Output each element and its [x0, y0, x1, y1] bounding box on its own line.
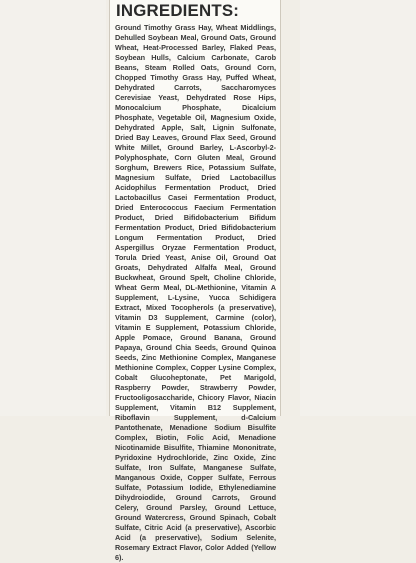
ingredients-heading: INGREDIENTS:: [116, 2, 240, 20]
ingredients-list: Ground Timothy Grass Hay, Wheat Middlings, Dehulled Soybean Meal, Ground Oats, Ground Wheat, Heat-Processed Barley, Flaked Peas, Soybean Hulls, Calcium Carbonate, Carob Beans, Steam Rolled Oats, Ground Corn, Chopped Timothy Grass Hay, Puffed Wheat, Dehydrated Carrots, Saccharomyces Cerevisiae Yeast, Dehydrated Rose Hips, Monocalcium Phosphate, Dicalcium Phosphate, Vegetable Oil, Magnesium Oxide, Dehydrated Apple, Salt, Lignin Sulfonate, Dried Bay Leaves, Ground Flax Seed, Ground White Millet, Ground Barley, L-Ascorbyl-2-Polyphosphate, Corn Gluten Meal, Ground Sorghum, Brewers Rice, Potassium Sulfate, Magnesium Sulfate, Dried Lactobacillus Acidophilus Fermentation Product, Dried Lactobacillus Casei Fermentation Product, Dried Enterococcus Faecium Fermentation Product, Dried Bifidobacterium Bifidum Fermentation Product, Dried Bifidobacterium Longum Fermentation Product, Dried Aspergillus Oryzae Fermentation Product, Torula Dried Yeast, Anise Oil, Ground Oat Groats, Dehydrated Alfalfa Meal, Ground Buckwheat, Ground Spelt, Choline Chloride, Wheat Germ Meal, DL-Methionine, Vitamin A Supplement, L-Lysine, Yucca Schidigera Extract, Mixed Tocopherols (a preservative), Vitamin D3 Supplement, Carmine (color), Vitamin E Supplement, Potassium Chloride, Apple Pomace, Ground Banana, Ground Papaya, Ground Chia Seeds, Ground Quinoa Seeds, Zinc Methionine Complex, Manganese Methionine Complex, Copper Lysine Complex, Cobalt Glucoheptonate, Pet Marigold, Raspberry Powder, Strawberry Powder, Fructooligosaccharide, Chicory Flavor, Niacin Supplement, Vitamin B12 Supplement, Riboflavin Supplement, d-Calcium Pantothenate, Menadione Sodium Bisulfite Complex, Biotin, Folic Acid, Menadione Nicotinamide Bisulfite, Thiamine Mononitrate, Pyridoxine Hydrochloride, Zinc Oxide, Zinc Sulfate, Iron Sulfate, Manganese Sulfate, Manganous Oxide, Copper Sulfate, Ferrous Sulfate, Potassium Iodide, Ethylenediamine Dihydroiodide, Ground Carrots, Ground Celery, Ground Parsley, Ground Lettuce, Ground Watercress, Ground Spinach, Cobalt Sulfate, Citric Acid (a preservative), Ascorbic Acid (a preservative), Sodium Selenite, Rosemary Extract Flavor, Color Added (Yellow 6).: [115, 23, 276, 562]
left-background: [0, 0, 106, 416]
right-background: [300, 0, 416, 416]
ingredients-panel: [109, 0, 281, 562]
